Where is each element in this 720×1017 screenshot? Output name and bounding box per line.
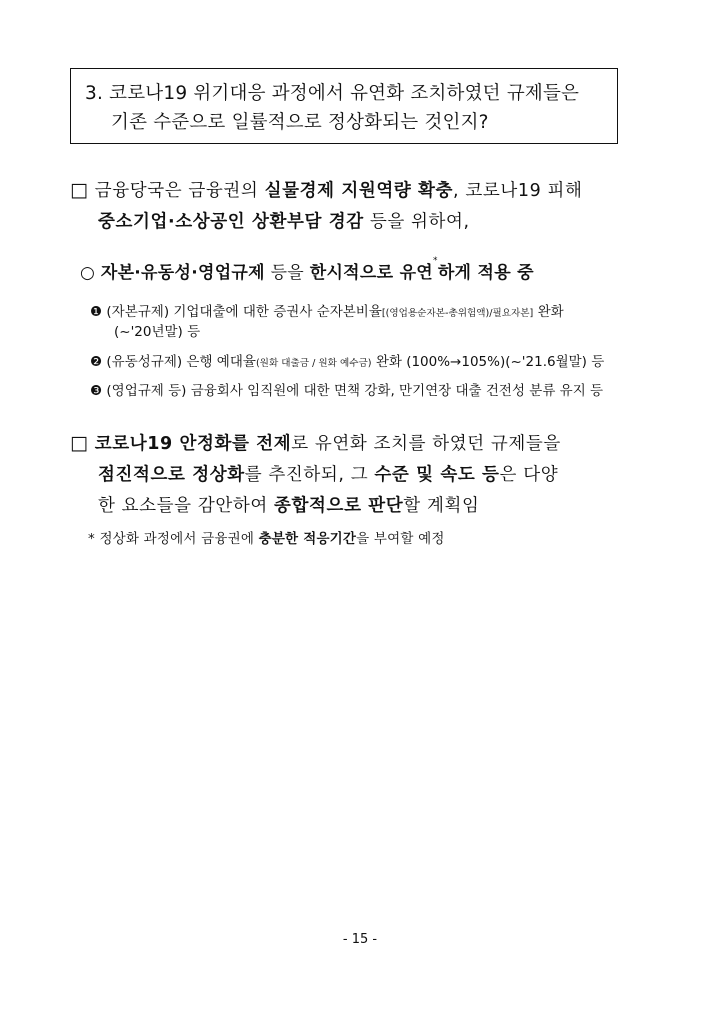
section2-text: 은 다양: [499, 465, 559, 485]
circle-bullet-icon: ○: [80, 263, 96, 283]
section2-text: 를 추진하되, 그: [244, 465, 375, 485]
section1-text: 금융당국은 금융권의: [94, 181, 265, 201]
section2-line-1: [70, 430, 561, 455]
section2-line-2: [98, 461, 558, 486]
square-bullet-icon: □: [70, 432, 89, 454]
footnote-asterisk: *: [88, 531, 95, 547]
footnote-text: 을 부여할 예정: [356, 531, 445, 547]
section1-line-2: [98, 208, 470, 233]
question-title-box: [70, 68, 618, 144]
list-item-text: 완화: [533, 304, 564, 320]
list-item: [90, 300, 564, 320]
section2-emphasis: 종합적으로 판단: [274, 496, 404, 516]
list-item-text: 완화 (100%→105%)(~'21.6월말) 등: [371, 354, 605, 370]
section2-text: 로 유연화 조치를 하였던 규제들을: [291, 434, 561, 454]
section1-emphasis: 중소기업·소상공인 상환부담 경감: [98, 212, 364, 232]
page-number: - 15 -: [342, 932, 378, 947]
section1-emphasis: 실물경제 지원역량 확충: [264, 181, 454, 201]
number-3-icon: ❸: [90, 383, 103, 399]
number-2-icon: ❷: [90, 354, 103, 370]
section1-line-1: [70, 177, 583, 202]
sub-emphasis: 자본·유동성·영업규제: [100, 263, 265, 283]
number-1-icon: ❶: [90, 304, 103, 320]
section2-text: 할 계획임: [403, 496, 480, 516]
sub-emphasis: 하게 적용 중: [437, 263, 534, 283]
sub-emphasis: 한시적으로 유연: [309, 263, 434, 283]
footnote-emphasis: 충분한 적응기간: [258, 531, 357, 547]
section2-line-3: [98, 492, 479, 517]
section2-text: 한 요소들을 감안하여: [98, 496, 275, 516]
question-title-line-1: 3. 코로나19 위기대응 과정에서 유연화 조치하였던 규제들은: [85, 83, 580, 104]
section2-emphasis: 코로나19 안정화를 전제: [94, 434, 292, 454]
section2-emphasis: 점진적으로 정상화: [98, 465, 245, 485]
list-item-small-text: (원화 대출금 / 원화 예수금): [255, 358, 372, 369]
list-item: [90, 350, 604, 370]
footnote: [88, 527, 445, 547]
list-item-small-text: [(영업용순자본-총위험액)/필요자본]: [381, 308, 534, 319]
square-bullet-icon: □: [70, 179, 89, 201]
footnote-text: 정상화 과정에서 금융권에: [94, 531, 259, 547]
question-title-line-2: 기존 수준으로 일률적으로 정상화되는 것인지?: [111, 112, 489, 133]
list-item-continuation: (~'20년말) 등: [114, 324, 201, 340]
section1-text: , 코로나19 피해: [453, 181, 583, 201]
list-item-text: (유동성규제) 은행 예대율: [106, 354, 256, 370]
section2-emphasis: 수준 및 속도 등: [374, 465, 500, 485]
sub-bullet-line: [80, 258, 534, 283]
section1-text: 등을 위하여,: [363, 212, 470, 232]
footnote-asterisk: *: [433, 256, 438, 266]
list-item-text: (영업규제 등) 금융회사 임직원에 대한 면책 강화, 만기연장 대출 건전성 분류 유지 등: [106, 383, 604, 399]
sub-text: 등을: [264, 263, 310, 283]
list-item: [90, 379, 603, 399]
list-item-text: (자본규제) 기업대출에 대한 증권사 순자본비율: [106, 304, 382, 320]
